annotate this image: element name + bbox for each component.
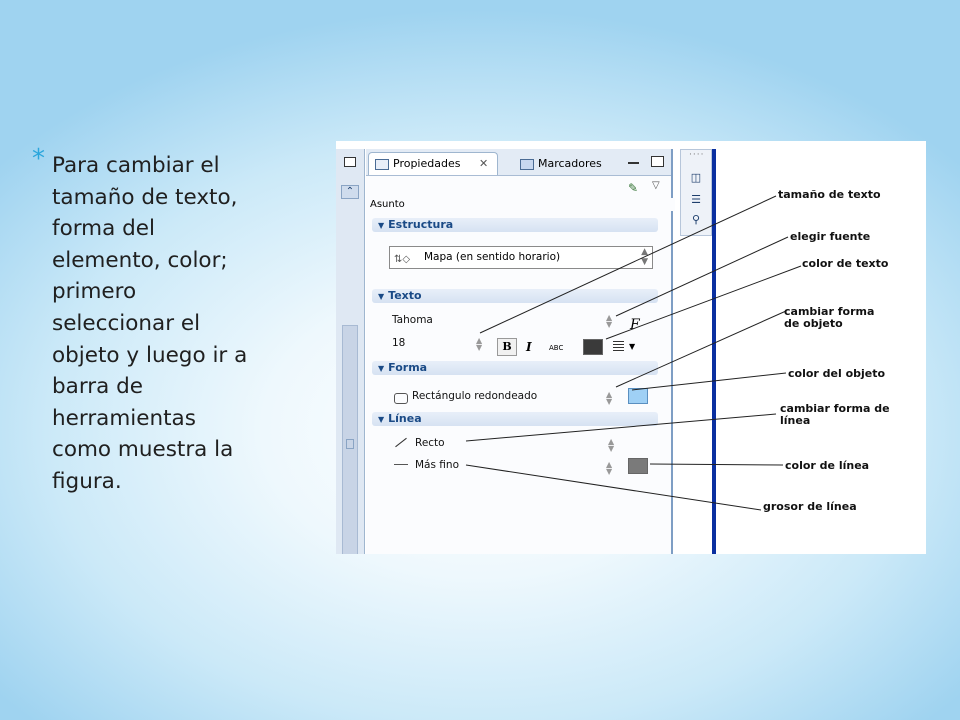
section-title: Línea [388, 412, 422, 425]
font-size-field[interactable]: 18 [392, 337, 406, 349]
chevron-up-icon[interactable]: ⌃ [341, 185, 359, 199]
text-line: como muestra la [52, 437, 234, 463]
strikethrough-button[interactable]: ABC [549, 344, 564, 352]
selection-title: Asunto [366, 198, 675, 211]
tab-label: Marcadores [538, 157, 602, 170]
spinner-icon: ▲ ▼ [641, 247, 648, 267]
label-cambiar-forma-2: de objeto [784, 317, 843, 330]
label-tamano-texto: tamaño de texto [778, 188, 881, 201]
outline-icon[interactable]: ☰ [691, 193, 701, 206]
label-color-linea: color de línea [785, 459, 870, 472]
section-title: Texto [388, 289, 422, 302]
line-style-field[interactable]: Recto [415, 437, 445, 449]
callout-line-font [616, 237, 788, 316]
shape-field[interactable]: Rectángulo redondeado [412, 390, 538, 402]
close-icon[interactable]: ✕ [479, 157, 489, 170]
collapse-arrow-icon: ▼ [378, 415, 385, 424]
callout-line-line-width [466, 465, 761, 510]
text-line: primero [52, 279, 137, 305]
label-forma-linea-2: línea [780, 414, 811, 427]
bold-button[interactable]: B [497, 338, 517, 356]
label-color-texto: color de texto [802, 257, 889, 270]
callout-lines [336, 141, 926, 554]
label-forma-linea-1: cambiar forma de [780, 402, 890, 415]
view-menu-icon[interactable]: ▽ [652, 180, 660, 191]
label-cambiar-forma-1: cambiar forma [784, 305, 875, 318]
italic-button[interactable]: I [526, 340, 532, 354]
instruction-paragraph [38, 150, 308, 498]
font-name-field[interactable]: Tahoma [392, 314, 433, 326]
text-line: Para cambiar el [52, 153, 220, 178]
section-title: Estructura [388, 218, 454, 231]
text-line: forma del [52, 216, 155, 242]
callout-line-line-color [650, 464, 783, 465]
label-elegir-fuente: elegir fuente [790, 230, 871, 243]
tab-label: Propiedades [393, 157, 461, 170]
toolbar-grip-icon: ···· [689, 150, 705, 160]
text-line: seleccionar el [52, 310, 201, 336]
text-line: elemento, color; [52, 247, 228, 273]
font-chooser-button[interactable]: F [630, 317, 640, 333]
line-width-spinner[interactable]: ▲ ▼ [606, 460, 613, 476]
pin-view-icon[interactable]: ✎ [628, 181, 639, 195]
collapse-arrow-icon: ▼ [378, 292, 385, 301]
label-color-objeto: color del objeto [788, 367, 886, 380]
callout-line-text-color [606, 266, 801, 339]
callout-line-object-color [632, 373, 786, 390]
section-title: Forma [388, 361, 428, 374]
shape-spinner[interactable]: ▲ ▼ [606, 390, 613, 406]
text-line: tamaño de texto, [52, 184, 238, 210]
bullet-asterisk: * [32, 144, 45, 174]
line-style-spinner[interactable]: ▲ ▼ [608, 437, 615, 453]
slide-body-text [32, 144, 308, 498]
collapse-arrow-icon: ▼ [378, 221, 385, 230]
callout-line-size [480, 193, 776, 333]
collapse-arrow-icon: ▼ [378, 364, 385, 373]
font-name-spinner[interactable]: ▲ ▼ [606, 313, 613, 329]
line-width-field[interactable]: Más fino [415, 459, 459, 471]
text-line: barra de [52, 374, 144, 400]
map-layout-icon: ⇅◇ [394, 254, 411, 265]
text-line: objeto y luego ir a [52, 342, 248, 368]
callout-line-line-shape [466, 414, 776, 441]
text-line: herramientas [52, 405, 196, 431]
font-size-spinner[interactable]: ▲ ▼ [476, 336, 483, 352]
restore-icon[interactable]: ◫ [690, 171, 702, 184]
chevron-down-icon[interactable]: ▼ [629, 342, 636, 351]
text-line: figura. [52, 468, 122, 494]
zoom-icon[interactable]: ⚲ [691, 213, 701, 226]
label-grosor-linea: grosor de línea [763, 500, 857, 513]
properties-screenshot [336, 141, 926, 554]
structure-value: Mapa (en sentido horario) [424, 251, 561, 263]
